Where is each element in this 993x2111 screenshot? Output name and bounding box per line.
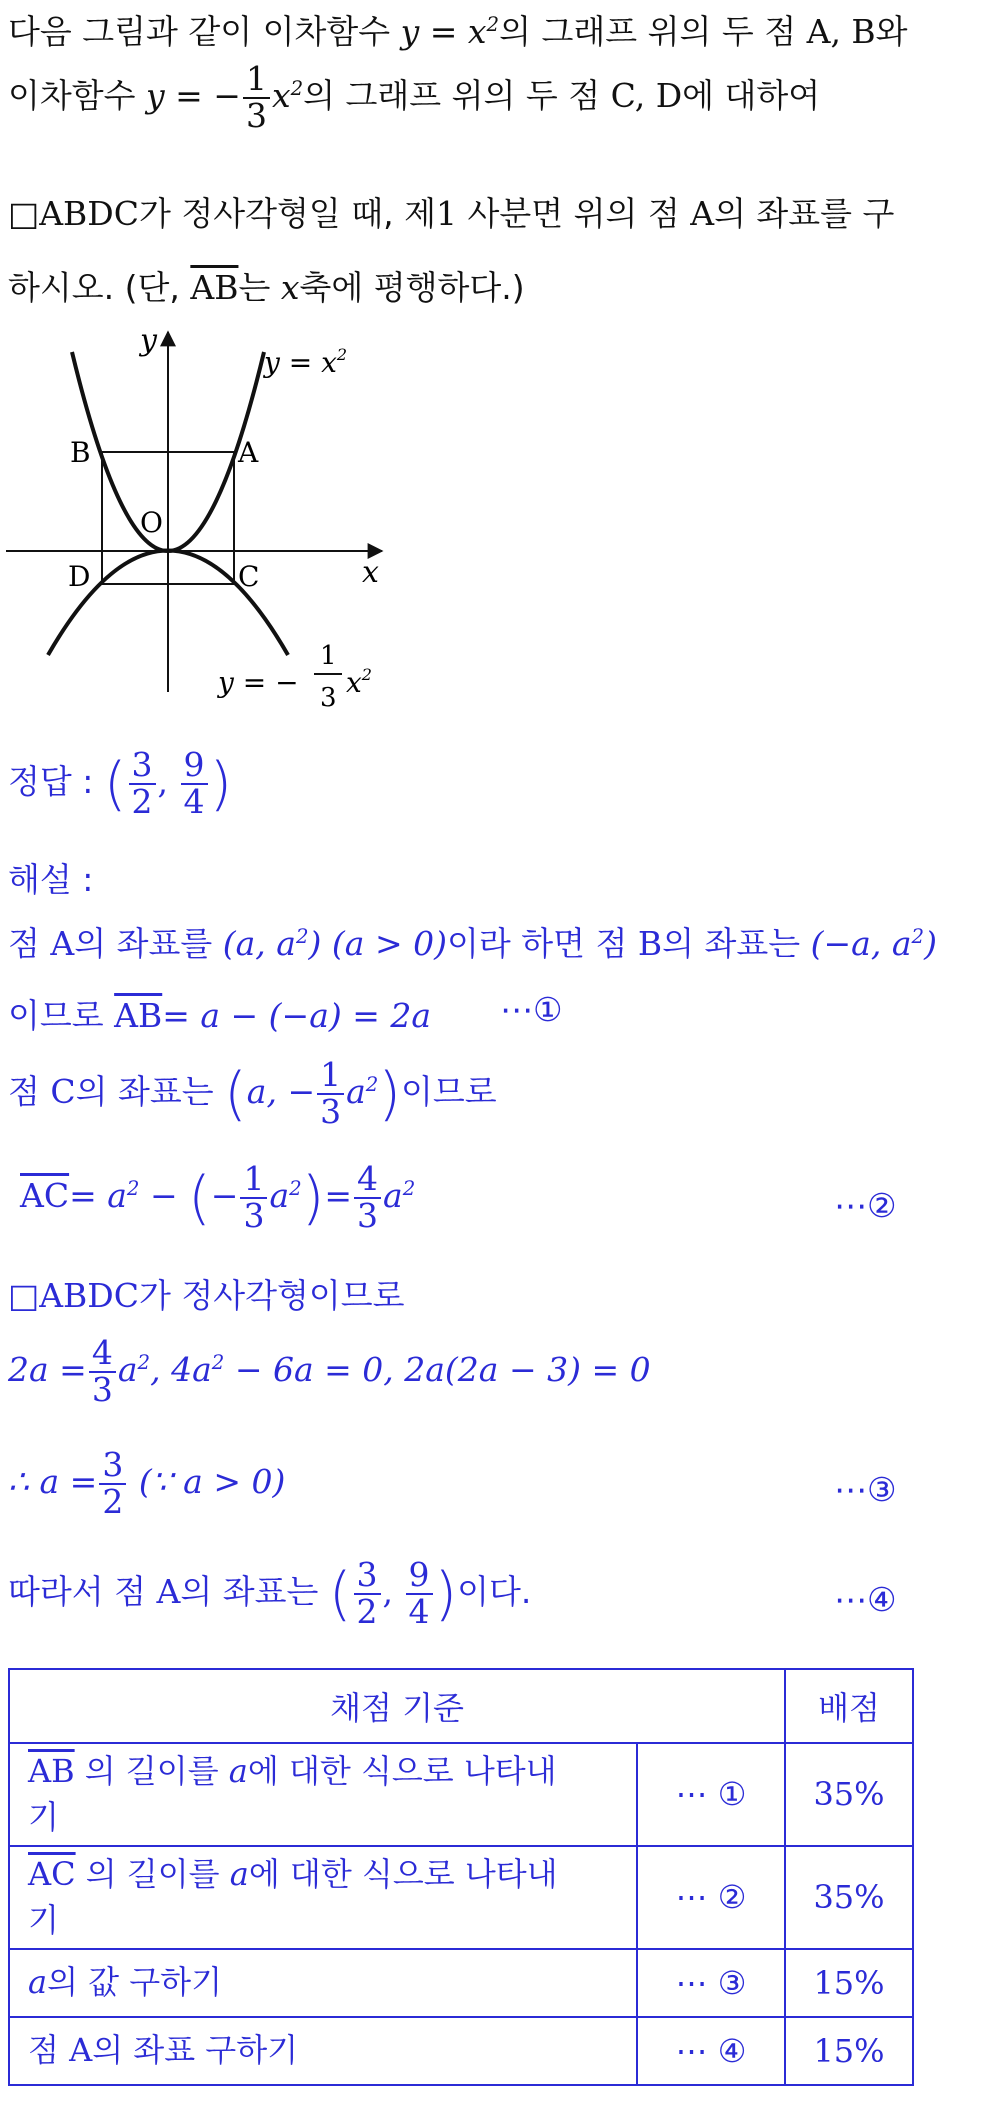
label-curve-top: $y = x^2$ (264, 345, 348, 379)
mark-3: ⋯③ (834, 1470, 897, 1509)
table-row: $\overline{AB}$ 의 길이를 a에 대한 식으로 나타내 기 ⋯ ① 35% (9, 1743, 913, 1846)
answer-frac-x: $\frac{3}{2}$ (129, 748, 156, 819)
problem-text: 와 (875, 12, 908, 51)
problem-text: 에 대하여 (682, 76, 821, 116)
solution-line-5: □ABDC가 정사각형이므로 (8, 1276, 405, 1315)
grading-header-row (9, 1669, 913, 1743)
grading-table (8, 1668, 914, 2086)
label-d: D (68, 560, 91, 593)
label-curve-bottom-post: $x^2$ (346, 665, 372, 699)
solution-line-2: 이므로 $\overline{AB}= a - (-a) = 2a$ (8, 996, 432, 1035)
variable-x: x (280, 268, 300, 307)
solution-line-1: 점 A의 좌표를 (a, $a^2$) (a > 0)이라 하면 점 B의 좌표는 (−a, $a^2$) (8, 924, 937, 963)
table-row: $\overline{AC}$ 의 길이를 a에 대한 식으로 나타내 기 ⋯ ② 35% (9, 1846, 913, 1949)
function-bottom-pre: y = − (146, 76, 241, 116)
problem-line-3 (8, 188, 894, 235)
problem-text: 의 그래프 위의 두 점 (303, 76, 601, 116)
label-curve-bottom-num: 1 (320, 641, 337, 671)
solution-label: 해설 : (8, 860, 94, 899)
solution-line-6: 2a = $\frac{4}{3}$ $a^2$, $4a^2 - 6a = 0$, 2a(2a − 3) = 0 (8, 1333, 651, 1409)
problem-text: 하시오. (단, (8, 268, 180, 307)
problem-line-2 (8, 59, 821, 135)
segment-ab: $\overline{AB}$ (190, 268, 239, 307)
problem-text: 사분면 위의 점 (467, 194, 680, 233)
table-row: 점 A의 좌표 구하기 ⋯ ④ 15% (9, 2017, 913, 2085)
mark-4: ⋯④ (834, 1580, 897, 1619)
label-y-axis: y (140, 323, 157, 358)
solution-line-3: 점 C의 좌표는 (a, − $\frac{1}{3}$ $a^2$)이므로 (8, 1055, 497, 1131)
fraction-one-third: $\frac{1}{3}$ (243, 62, 270, 133)
square-name: ABDC (39, 194, 139, 233)
label-x-axis: x (362, 555, 379, 590)
solution-line-8: 따라서 점 A의 좌표는 ( $\frac{3}{2}$ , $\frac{9}{4}$ )이다. (8, 1555, 532, 1631)
points-ab: A, B (806, 12, 876, 51)
problem-text: 는 (238, 268, 271, 307)
solution-line-4: $\overline{AC}= a^2$ − (− $\frac{1}{3}$ $a^2)=$ $\frac{4}{3}$ $a^2$ (20, 1159, 416, 1235)
problem-text: 이차함수 (8, 76, 136, 116)
points-cd: C, D (610, 76, 683, 116)
function-bottom-post: $x^2$ (271, 76, 304, 116)
function-top: $y = x^2$ (400, 12, 500, 51)
problem-text: 의 그래프 위의 두 점 (499, 12, 797, 51)
problem-line-4 (8, 262, 525, 309)
problem-text: 가 정사각형일 때, 제 (138, 194, 436, 233)
mark-1: ⋯① (500, 990, 563, 1029)
label-curve-bottom: y = − (218, 666, 299, 699)
label-c: C (238, 560, 260, 593)
parabola-figure (0, 320, 400, 720)
header-criteria: 채점 기준 (9, 1669, 785, 1743)
table-row: a의 값 구하기 ⋯ ③ 15% (9, 1949, 913, 2017)
problem-text: 축에 평행하다.) (299, 268, 525, 307)
solution-line-7: ∴ a = $\frac{3}{2}$ (∵ a > 0) (8, 1445, 286, 1521)
header-points: 배점 (785, 1669, 913, 1743)
label-a: A (238, 436, 259, 469)
label-b: B (70, 436, 91, 469)
problem-text: 다음 그림과 같이 이차함수 (8, 12, 391, 51)
quadrant-number: 1 (435, 194, 457, 233)
square-symbol: □ (8, 194, 40, 233)
problem-line-1 (8, 6, 908, 53)
mark-2: ⋯② (834, 1186, 897, 1225)
answer-label: 정답 : (8, 762, 94, 802)
answer-line: 정답 : ( $\frac{3}{2}$ , $\frac{9}{4}$ ) (8, 745, 233, 821)
point-a: A (690, 194, 715, 233)
label-curve-bottom-den: 3 (320, 683, 337, 713)
label-origin: O (140, 506, 163, 539)
answer-frac-y: $\frac{9}{4}$ (181, 748, 208, 819)
problem-text: 의 좌표를 구 (714, 194, 895, 233)
